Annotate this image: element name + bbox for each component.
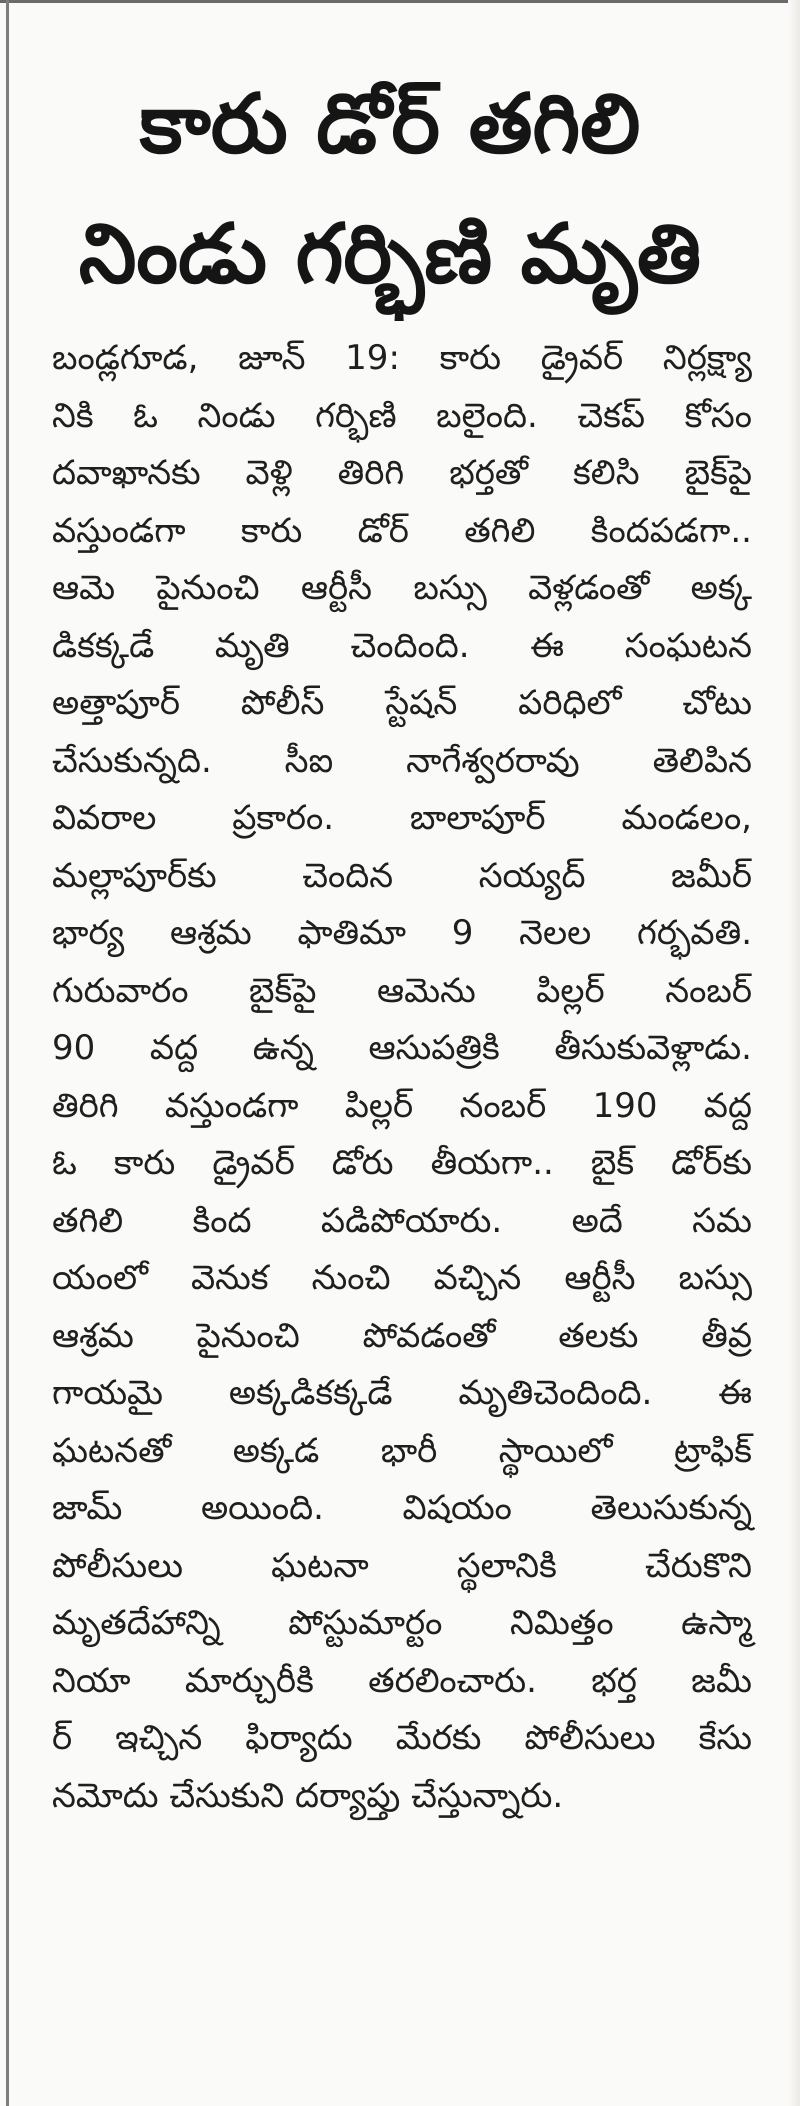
body-line: వస్తుండగా కారు డోర్ తగిలి కిందపడగా.. [52,510,752,551]
page-edge-shadow [788,0,800,2106]
body-line: మల్లాపూర్‌కు చెందిన సయ్యద్ జమీర్ [52,855,752,896]
body-line: వివరాల ప్రకారం. బాలాపూర్ మండలం, [52,798,752,838]
body-line: 90 వద్ద ఉన్న ఆసుపత్రికి తీసుకువెళ్లాడు. [52,1028,752,1068]
body-line: నియా మార్చురీకి తరలించారు. భర్త జమీ [52,1660,752,1701]
headline-line-2: నిండు గర్భిణి మృతి [78,207,702,302]
body-line: అత్తాపూర్ పోలీస్ స్టేషన్ పరిధిలో చోటు [52,683,752,723]
top-border-rule [0,0,800,3]
body-line: బండ్లగూడ, జూన్ 19: కారు డ్రైవర్ నిర్లక్ష్యా [52,338,752,378]
column-divider-rule [6,0,9,2106]
body-line: గురువారం బైక్‌పై ఆమెను పిల్లర్ నంబర్ [52,970,752,1011]
body-line: ర్ ఇచ్చిన ఫిర్యాదు మేరకు పోలీసులు కేసు [52,1718,752,1758]
body-line: పోలీసులు ఘటనా స్థలానికి చేరుకొని [52,1545,752,1586]
headline-line-1: కారు డోర్ తగిలి [139,77,641,172]
body-line: యంలో వెనుక నుంచి వచ్చిన ఆర్టీసీ బస్సు [52,1258,752,1298]
body-line: చేసుకున్నది. సీఐ నాగేశ్వరరావు తెలిపిన [52,740,752,781]
body-line: తగిలి కింద పడిపోయారు. అదే సమ [52,1200,752,1241]
body-line: ఆశ్రమ పైనుంచి పోవడంతో తలకు తీవ్ర [52,1315,752,1356]
body-line: ఆమె పైనుంచి ఆర్టీసీ బస్సు వెళ్లడంతో అక్క [52,568,752,608]
body-line: జామ్ అయింది. విషయం తెలుసుకున్న [52,1488,752,1528]
body-line: తిరిగి వస్తుండగా పిల్లర్ నంబర్ 190 వద్ద [52,1085,752,1126]
article-headline [40,70,740,310]
body-line: నికి ఓ నిండు గర్భిణి బలైంది. చెకప్ కోసం [52,395,752,436]
article-body [52,330,752,1825]
body-line: గాయమై అక్కడికక్కడే మృతిచెందింది. ఈ [52,1373,752,1413]
body-line: భార్య ఆశ్రమ ఫాతిమా 9 నెలల గర్భవతి. [52,913,752,953]
body-line: మృతదేహాన్ని పోస్టుమార్టం నిమిత్తం ఉస్మా [52,1603,752,1643]
body-line: డికక్కడే మృతి చెందింది. ఈ సంఘటన [52,625,752,666]
body-line: ఘటనతో అక్కడ భారీ స్థాయిలో ట్రాఫిక్ [52,1430,752,1471]
body-line: ఓ కారు డ్రైవర్ డోరు తీయగా.. బైక్ డోర్‌కు [52,1143,752,1183]
body-line: దవాఖానకు వెళ్లి తిరిగి భర్తతో కలిసి బైక్‌పై [52,453,752,493]
body-line: నమోదు చేసుకుని దర్యాప్తు చేస్తున్నారు. [52,1775,564,1816]
